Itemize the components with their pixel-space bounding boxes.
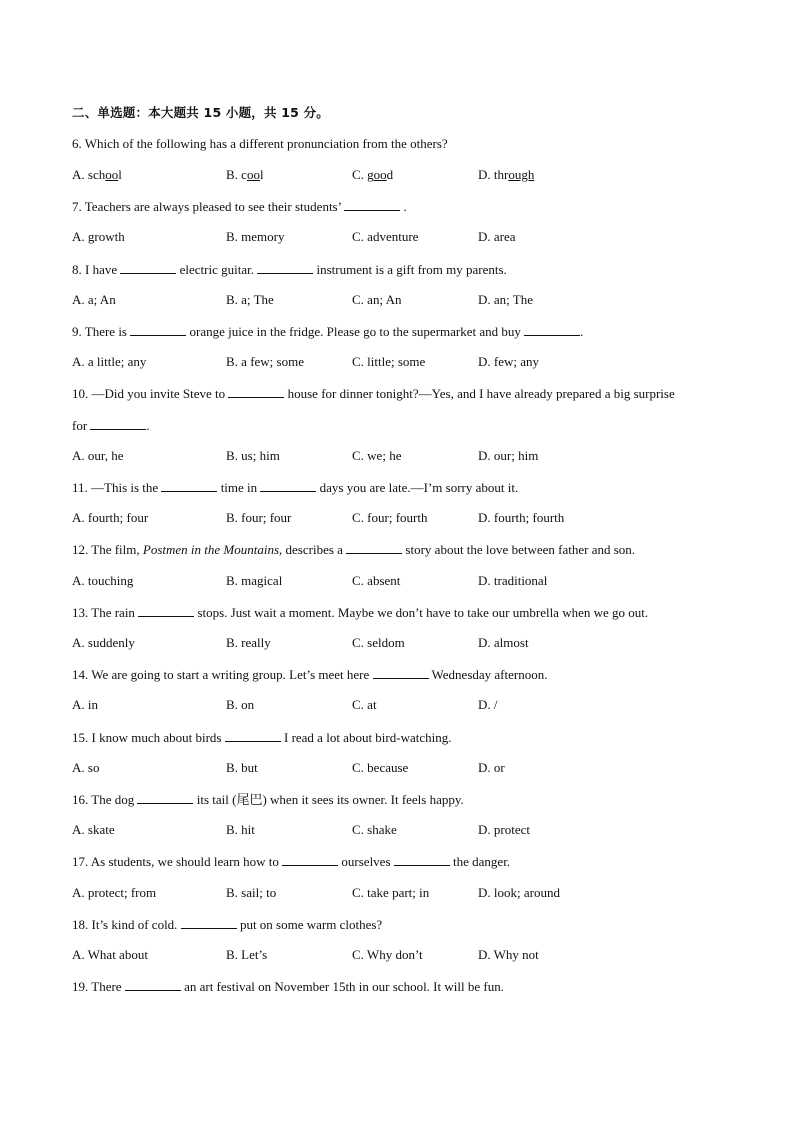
- question-19-stem: 19. There an art festival on November 15th in our school. It will be fun.: [72, 979, 504, 994]
- q14-option-c[interactable]: C. at: [352, 697, 377, 712]
- q12-option-a[interactable]: A. touching: [72, 573, 134, 588]
- question-11-stem: 11. —This is the time in days you are late.—I’m sorry about it.: [72, 480, 519, 495]
- q8-option-a[interactable]: A. a; An: [72, 292, 116, 307]
- q18-option-c[interactable]: C. Why don’t: [352, 947, 423, 962]
- answer-blank: [282, 853, 338, 866]
- q15-option-c[interactable]: C. because: [352, 760, 409, 775]
- q18-option-d[interactable]: D. Why not: [478, 947, 539, 962]
- answer-blank: [394, 853, 450, 866]
- answer-blank: [137, 791, 193, 804]
- q10-option-c[interactable]: C. we; he: [352, 448, 402, 463]
- q15-option-d[interactable]: D. or: [478, 760, 505, 775]
- question-13-stem: 13. The rain stops. Just wait a moment. Maybe we don’t have to take our umbrella when we go out.: [72, 605, 649, 620]
- answer-blank: [346, 541, 402, 554]
- question-9-stem: 9. There is orange juice in the fridge. Please go to the supermarket and buy .: [72, 324, 584, 339]
- q9-option-d[interactable]: D. few; any: [478, 354, 540, 369]
- q14-option-d[interactable]: D. /: [478, 697, 498, 712]
- q10-option-d[interactable]: D. our; him: [478, 448, 539, 463]
- q6-option-c[interactable]: C. good: [352, 167, 394, 182]
- question-12-stem: 12. The film, Postmen in the Mountains, describes a story about the love between father and son.: [72, 542, 636, 557]
- answer-blank: [260, 479, 316, 492]
- q12-option-d[interactable]: D. traditional: [478, 573, 548, 588]
- q9-option-a[interactable]: A. a little; any: [72, 354, 147, 369]
- q15-option-a[interactable]: A. so: [72, 760, 100, 775]
- answer-blank: [181, 916, 237, 929]
- q6-option-b[interactable]: B. cool: [226, 167, 264, 182]
- question-10-stem-line2: for .: [72, 418, 150, 433]
- question-10-stem: 10. —Did you invite Steve to house for dinner tonight?—Yes, and I have already prepared a big surprise: [72, 386, 675, 401]
- question-text: 6. Which of the following has a different pronunciation from the others?: [72, 136, 448, 151]
- q18-option-b[interactable]: B. Let’s: [226, 947, 268, 962]
- answer-blank: [125, 978, 181, 991]
- q6-option-a[interactable]: A. school: [72, 167, 122, 182]
- q12-option-b[interactable]: B. magical: [226, 573, 283, 588]
- q17-option-d[interactable]: D. look; around: [478, 885, 560, 900]
- section-title: 二、单选题：本大题共 15 小题，共 15 分。: [72, 105, 329, 120]
- q13-option-a[interactable]: A. suddenly: [72, 635, 135, 650]
- q10-option-a[interactable]: A. our, he: [72, 448, 124, 463]
- q15-option-b[interactable]: B. but: [226, 760, 258, 775]
- q10-option-b[interactable]: B. us; him: [226, 448, 280, 463]
- q16-option-a[interactable]: A. skate: [72, 822, 115, 837]
- question-6-stem: [72, 136, 448, 152]
- question-14-stem: 14. We are going to start a writing group. Let’s meet here Wednesday afternoon.: [72, 667, 548, 682]
- question-7-stem: 7. Teachers are always pleased to see their students’ .: [72, 199, 407, 214]
- q8-option-b[interactable]: B. a; The: [226, 292, 274, 307]
- q14-option-b[interactable]: B. on: [226, 697, 255, 712]
- answer-blank: [228, 385, 284, 398]
- q11-option-b[interactable]: B. four; four: [226, 510, 292, 525]
- q17-option-c[interactable]: C. take part; in: [352, 885, 430, 900]
- question-18-stem: 18. It’s kind of cold. put on some warm clothes?: [72, 917, 383, 932]
- q7-option-d[interactable]: D. area: [478, 229, 516, 244]
- answer-blank: [90, 417, 146, 430]
- answer-blank: [130, 323, 186, 336]
- answer-blank: [138, 604, 194, 617]
- q17-option-b[interactable]: B. sail; to: [226, 885, 277, 900]
- question-16-stem: 16. The dog its tail (尾巴) when it sees its owner. It feels happy.: [72, 792, 464, 807]
- q13-option-b[interactable]: B. really: [226, 635, 271, 650]
- q8-option-d[interactable]: D. an; The: [478, 292, 533, 307]
- q16-option-c[interactable]: C. shake: [352, 822, 397, 837]
- q11-option-d[interactable]: D. fourth; fourth: [478, 510, 565, 525]
- answer-blank: [373, 666, 429, 679]
- q11-option-a[interactable]: A. fourth; four: [72, 510, 149, 525]
- q8-option-c[interactable]: C. an; An: [352, 292, 402, 307]
- q16-option-b[interactable]: B. hit: [226, 822, 255, 837]
- film-title: Postmen in the Mountains: [142, 542, 280, 557]
- answer-blank: [161, 479, 217, 492]
- answer-blank: [225, 729, 281, 742]
- q17-option-a[interactable]: A. protect; from: [72, 885, 157, 900]
- q7-option-c[interactable]: C. adventure: [352, 229, 419, 244]
- q6-option-d[interactable]: D. through: [478, 167, 535, 182]
- question-17-stem: 17. As students, we should learn how to ourselves the danger.: [72, 854, 511, 869]
- answer-blank: [257, 261, 313, 274]
- q13-option-d[interactable]: D. almost: [478, 635, 529, 650]
- q7-option-b[interactable]: B. memory: [226, 229, 285, 244]
- q16-option-d[interactable]: D. protect: [478, 822, 530, 837]
- q11-option-c[interactable]: C. four; fourth: [352, 510, 428, 525]
- question-8-stem: 8. I have electric guitar. instrument is a gift from my parents.: [72, 262, 507, 277]
- q18-option-a[interactable]: A. What about: [72, 947, 148, 962]
- q9-option-b[interactable]: B. a few; some: [226, 354, 304, 369]
- q14-option-a[interactable]: A. in: [72, 697, 98, 712]
- question-15-stem: 15. I know much about birds I read a lot about bird-watching.: [72, 730, 452, 745]
- q12-option-c[interactable]: C. absent: [352, 573, 401, 588]
- answer-blank: [344, 198, 400, 211]
- q13-option-c[interactable]: C. seldom: [352, 635, 405, 650]
- answer-blank: [524, 323, 580, 336]
- q7-option-a[interactable]: A. growth: [72, 229, 125, 244]
- answer-blank: [120, 261, 176, 274]
- q9-option-c[interactable]: C. little; some: [352, 354, 426, 369]
